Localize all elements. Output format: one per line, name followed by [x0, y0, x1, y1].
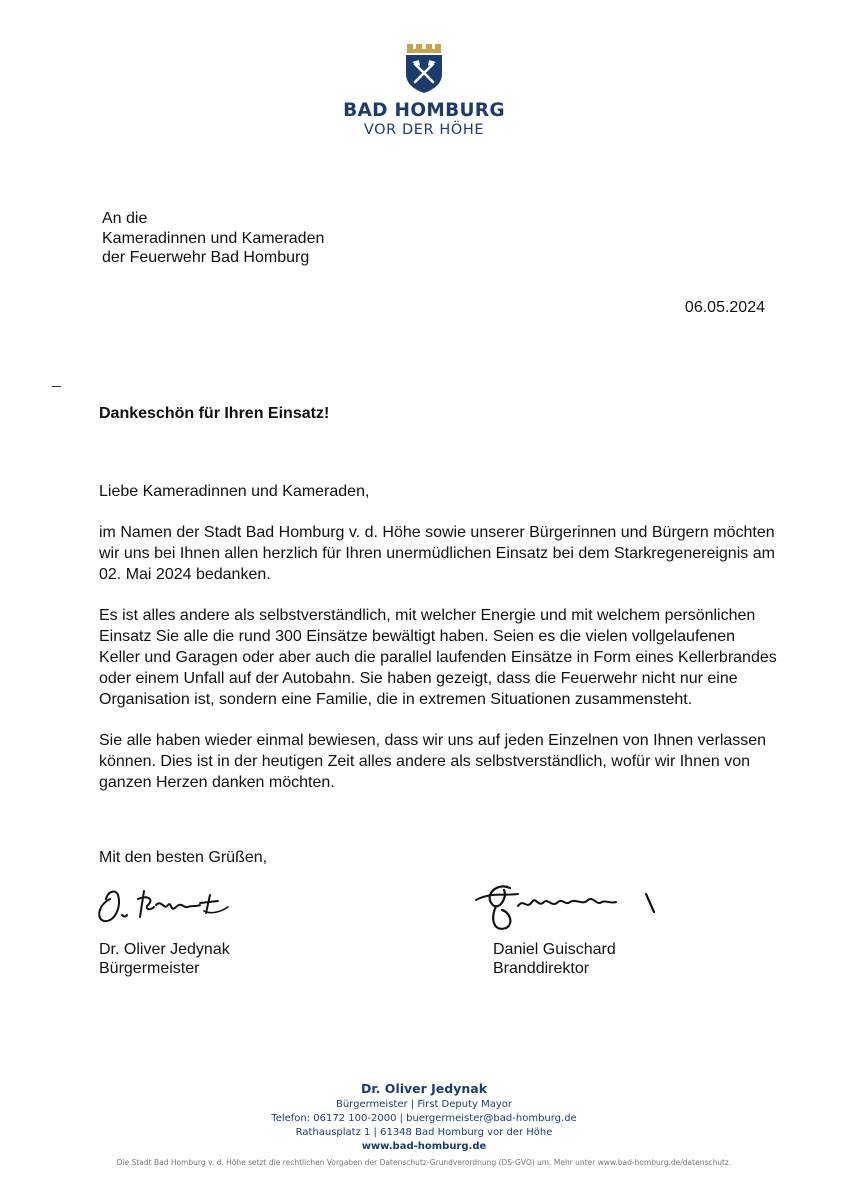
- city-subtitle: VOR DER HÖHE: [363, 122, 485, 138]
- letter-subject: Dankeschön für Ihren Einsatz!: [99, 405, 330, 422]
- signatory-fire-chief: [493, 940, 616, 978]
- body-paragraph: im Namen der Stadt Bad Homburg v. d. Höhe sowie unserer Bürgerinnen und Bürgern möchten wir uns bei Ihnen allen herzlich für Ihren unermüdlichen Einsatz bei dem Starkregenereignis am 02. Mai 2024 bedanken.: [99, 524, 775, 583]
- signatory-name: Daniel Guischard: [493, 941, 616, 958]
- recipient-line: Kameradinnen und Kameraden: [102, 229, 325, 247]
- signatory-name: Dr. Oliver Jedynak: [99, 941, 230, 958]
- footer-contact: Telefon: 06172 100-2000 | buergermeister@bad-homburg.de: [271, 1113, 577, 1124]
- body-paragraph: Sie alle haben wieder einmal bewiesen, dass wir uns auf jeden Einzelnen von Ihnen verlassen können. Dies ist in der heutigen Zeit alles andere als selbstverständlich, wofür wir Ihnen von ganzen Herzen danken möchten.: [99, 732, 767, 791]
- privacy-notice: Die Stadt Bad Homburg v. d. Höhe setzt die rechtlichen Vorgaben der Datenschutz-Grundverordnung (DS-GVO) um. Mehr unter www.bad-homburg.de/datenschutz.: [116, 1158, 732, 1167]
- fold-mark: [52, 386, 61, 387]
- letter-date: 06.05.2024: [684, 299, 765, 316]
- signature-fire-chief: [470, 876, 670, 938]
- recipient-address: [102, 209, 324, 268]
- letterhead-logo: [0, 44, 848, 138]
- signature-mayor: [92, 877, 252, 939]
- closing-line: Mit den besten Grüßen,: [99, 849, 268, 866]
- salutation: Liebe Kameradinnen und Kameraden,: [99, 483, 370, 500]
- footer-role: Bürgermeister | First Deputy Mayor: [335, 1099, 513, 1110]
- signatory-title: Branddirektor: [493, 960, 590, 977]
- signatory-mayor: [99, 940, 230, 978]
- signatory-title: Bürgermeister: [99, 960, 200, 977]
- footer-name: Dr. Oliver Jedynak: [360, 1081, 488, 1096]
- letter-body: [99, 481, 779, 813]
- body-paragraph: Es ist alles andere als selbstverständlich, mit welcher Energie und mit welchem persönlichen Einsatz Sie alle die rund 300 Einsätze bewältigt haben. Seien es die vielen vollgelaufenen Keller und Garagen oder aber auch die parallel laufenden Einsätze in Form eines Kellerbrandes oder einem Unfall auf der Autobahn. Sie haben gezeigt, dass die Feuerwehr nicht nur eine Organisation ist, sondern eine Familie, die in extremen Situationen zusammensteht.: [99, 607, 777, 708]
- coat-of-arms-icon: [402, 44, 446, 94]
- footer-address: Rathausplatz 1 | 61348 Bad Homburg vor der Höhe: [295, 1127, 553, 1138]
- letter-footer: [0, 1081, 848, 1154]
- recipient-line: der Feuerwehr Bad Homburg: [102, 249, 310, 266]
- recipient-line: An die: [102, 210, 148, 227]
- city-name: BAD HOMBURG: [343, 100, 505, 121]
- footer-website: www.bad-homburg.de: [361, 1141, 487, 1152]
